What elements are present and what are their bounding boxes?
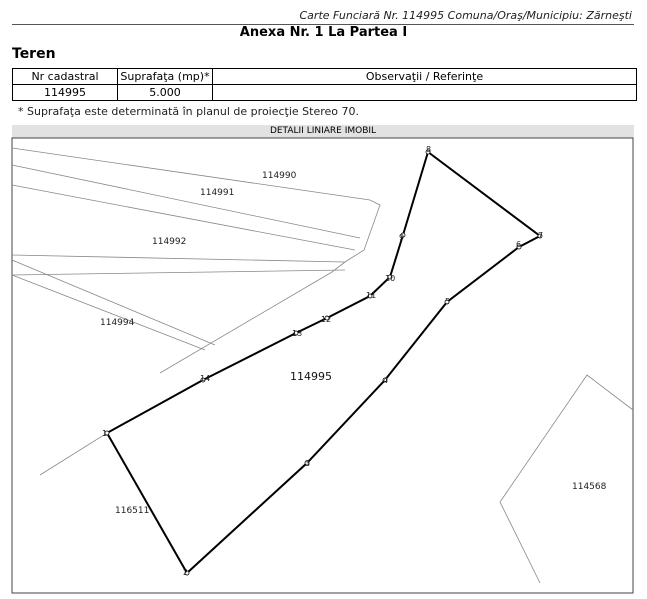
parcel-boundary-114990 xyxy=(12,148,380,373)
cell-suprafata: 5.000 xyxy=(118,85,213,101)
map-frame xyxy=(12,138,633,593)
projection-note: * Suprafaţa este determinată în planul de proiecţie Stereo 70. xyxy=(18,105,360,118)
parcel-boundary-114992 xyxy=(12,255,345,262)
details-section-bar: DETALII LINIARE IMOBIL xyxy=(12,125,634,138)
vertex-label-8: 8 xyxy=(426,145,432,154)
vertex-label-2: 2 xyxy=(183,568,189,577)
col-nr-cadastral: Nr cadastral xyxy=(13,69,118,85)
col-observatii: Observaţii / Referinţe xyxy=(213,69,637,85)
parcel-label-114990: 114990 xyxy=(262,171,297,181)
vertex-label-3: 3 xyxy=(305,459,311,468)
vertex-label-14: 14 xyxy=(200,374,211,383)
vertex-label-1: 1 xyxy=(102,429,108,438)
vertex-label-13: 13 xyxy=(292,329,303,338)
parcel-boundary-114992b xyxy=(12,270,345,275)
parcel-label-114994: 114994 xyxy=(100,318,135,328)
vertex-labels xyxy=(102,145,543,577)
parcel-label-114568: 114568 xyxy=(572,482,607,492)
parcel-boundary-114994b xyxy=(12,275,205,350)
parcel-label-114995: 114995 xyxy=(290,370,332,383)
cell-nr-cadastral: 114995 xyxy=(13,85,118,101)
parcel-boundary-114991 xyxy=(12,165,360,238)
vertex-label-10: 10 xyxy=(385,274,396,283)
vertex-markers xyxy=(105,150,542,575)
carte-funciara-header: Carte Funciară Nr. 114995 Comuna/Oraş/Municipiu: Zărneşti xyxy=(299,9,632,22)
parcel-label-114991: 114991 xyxy=(200,188,235,198)
parcel-label-116511: 116511 xyxy=(115,506,150,516)
vertex-label-9: 9 xyxy=(399,233,405,242)
section-title: Teren xyxy=(12,46,56,62)
annex-title: Anexa Nr. 1 La Partea I xyxy=(239,25,408,40)
vertex-label-11: 11 xyxy=(366,291,377,300)
col-suprafata: Suprafaţa (mp)* xyxy=(118,69,213,85)
vertex-label-6: 6 xyxy=(516,240,522,249)
vertex-label-12: 12 xyxy=(321,315,332,324)
parcel-boundary-114568 xyxy=(500,375,633,583)
parcel-boundary-116511 xyxy=(40,433,187,573)
vertex-label-5: 5 xyxy=(445,297,451,306)
vertex-label-4: 4 xyxy=(383,376,389,385)
neighbour-parcels xyxy=(12,148,633,583)
parcel-label-114992: 114992 xyxy=(152,237,187,247)
vertex-label-7: 7 xyxy=(538,231,544,240)
